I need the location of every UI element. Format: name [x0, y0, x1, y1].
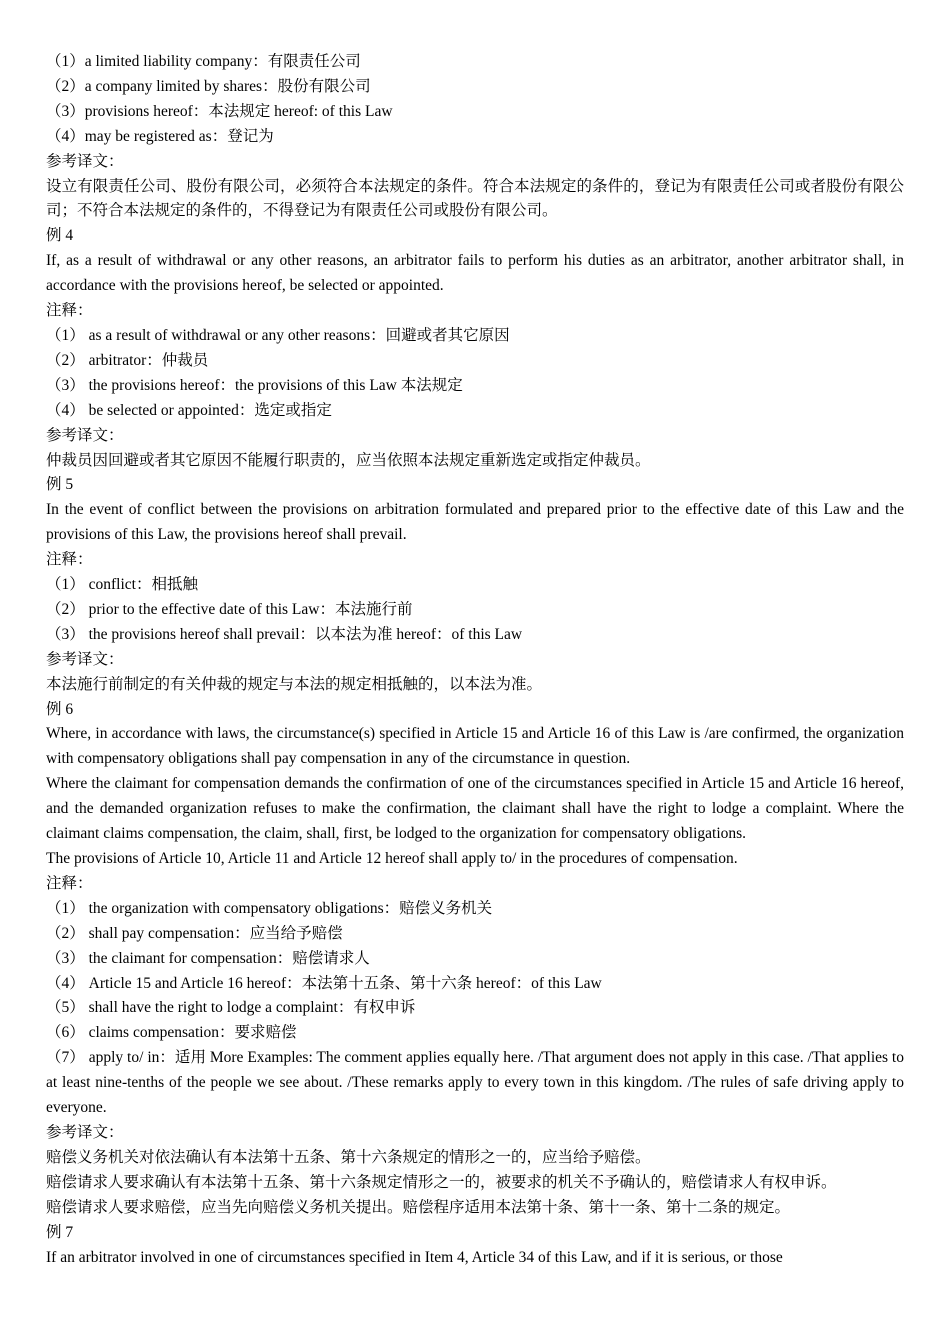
note-item: （3） the provisions hereof shall prevail：以本法为准 hereof：of this Law: [46, 625, 523, 643]
reference-translation-label: 参考译文：: [46, 1123, 124, 1141]
example-heading: 例 6: [46, 700, 74, 718]
note-item: （2） shall pay compensation：应当给予赔偿: [46, 924, 343, 942]
example-english-text: Where, in accordance with laws, the circumstance(s) specified in Article 15 and Article 16 of this Law is /are confirmed, the organization with compensatory obligations shall pay compensation in any of the circumstance in question.: [46, 725, 904, 768]
note-item: （6） claims compensation：要求赔偿: [46, 1024, 297, 1042]
notes-label: 注释：: [46, 551, 93, 569]
reference-translation-label: 参考译文：: [46, 152, 124, 170]
note-item: （1） the organization with compensatory obligations：赔偿义务机关: [46, 899, 493, 917]
note-item: （4）may be registered as：登记为: [46, 127, 274, 145]
reference-translation-label: 参考译文：: [46, 650, 124, 668]
note-item: （4） Article 15 and Article 16 hereof：本法第十五条、第十六条 hereof：of this Law: [46, 974, 602, 992]
note-item: （4） be selected or appointed：选定或指定: [46, 401, 332, 419]
example-english-text: If an arbitrator involved in one of circumstances specified in Item 4, Article 34 of this Law, and if it is serious, or those: [46, 1248, 783, 1266]
notes-label: 注释：: [46, 874, 93, 892]
example-heading: 例 5: [46, 476, 74, 494]
reference-translation-text: 设立有限责任公司、股份有限公司，必须符合本法规定的条件。符合本法规定的条件的，登记为有限责任公司或者股份有限公司；不符合本法规定的条件的，不得登记为有限责任公司或股份有限公司。: [46, 177, 904, 220]
note-item: （3） the claimant for compensation：赔偿请求人: [46, 949, 370, 967]
reference-translation-text: 仲裁员因回避或者其它原因不能履行职责的，应当依照本法规定重新选定或指定仲裁员。: [46, 451, 651, 469]
example-heading: 例 4: [46, 227, 74, 245]
example-heading: 例 7: [46, 1223, 74, 1241]
note-item: （3） the provisions hereof：the provisions of this Law 本法规定: [46, 376, 463, 394]
note-item: （2） prior to the effective date of this Law：本法施行前: [46, 600, 413, 618]
note-item: （3）provisions hereof：本法规定 hereof: of this Law: [46, 102, 393, 120]
note-item-with-examples: （7） apply to/ in：适用 More Examples: The comment applies equally here. /That argument does not apply in this case. /That applies to at least nine-tenths of the people we see about. /These remarks apply to every town in this kingdom. /The rules of safe driving apply to everyone.: [46, 1049, 904, 1117]
example-english-text: The provisions of Article 10, Article 11 and Article 12 hereof shall apply to/ in the procedures of compensation.: [46, 850, 738, 867]
note-item: （1）a limited liability company：有限责任公司: [46, 53, 361, 70]
notes-label: 注释：: [46, 302, 93, 320]
example-english-text: If, as a result of withdrawal or any other reasons, an arbitrator fails to perform his duties as an arbitrator, another arbitrator shall, in accordance with the provisions hereof, be selected or appointed.: [46, 252, 904, 295]
reference-translation-text: 赔偿义务机关对依法确认有本法第十五条、第十六条规定的情形之一的，应当给予赔偿。: [46, 1148, 651, 1166]
note-item: （2） arbitrator：仲裁员: [46, 351, 209, 369]
example-english-text: In the event of conflict between the provisions on arbitration formulated and prepared prior to the effective date of this Law and the provisions of this Law, the provisions hereof shall prevail.: [46, 501, 904, 544]
note-item: （1） conflict：相抵触: [46, 576, 198, 594]
note-item: （2）a company limited by shares：股份有限公司: [46, 77, 371, 95]
note-item: （1） as a result of withdrawal or any other reasons：回避或者其它原因: [46, 326, 510, 344]
reference-translation-text: 本法施行前制定的有关仲裁的规定与本法的规定相抵触的，以本法为准。: [46, 675, 543, 693]
note-item: （5） shall have the right to lodge a complaint：有权申诉: [46, 999, 416, 1017]
reference-translation-text: 赔偿请求人要求赔偿，应当先向赔偿义务机关提出。赔偿程序适用本法第十条、第十一条、第十二条的规定。: [46, 1198, 791, 1216]
example-english-text: Where the claimant for compensation demands the confirmation of one of the circumstances specified in Article 15 and Article 16 hereof, and the demanded organization refuses to make the confirmation, the claimant shall have the right to lodge a complaint. Where the claimant claims compensation, the claim, shall, first, be lodged to the organization for compensatory obligations.: [46, 775, 904, 843]
reference-translation-label: 参考译文：: [46, 426, 124, 444]
reference-translation-text: 赔偿请求人要求确认有本法第十五条、第十六条规定情形之一的，被要求的机关不予确认的，赔偿请求人有权申诉。: [46, 1173, 837, 1191]
